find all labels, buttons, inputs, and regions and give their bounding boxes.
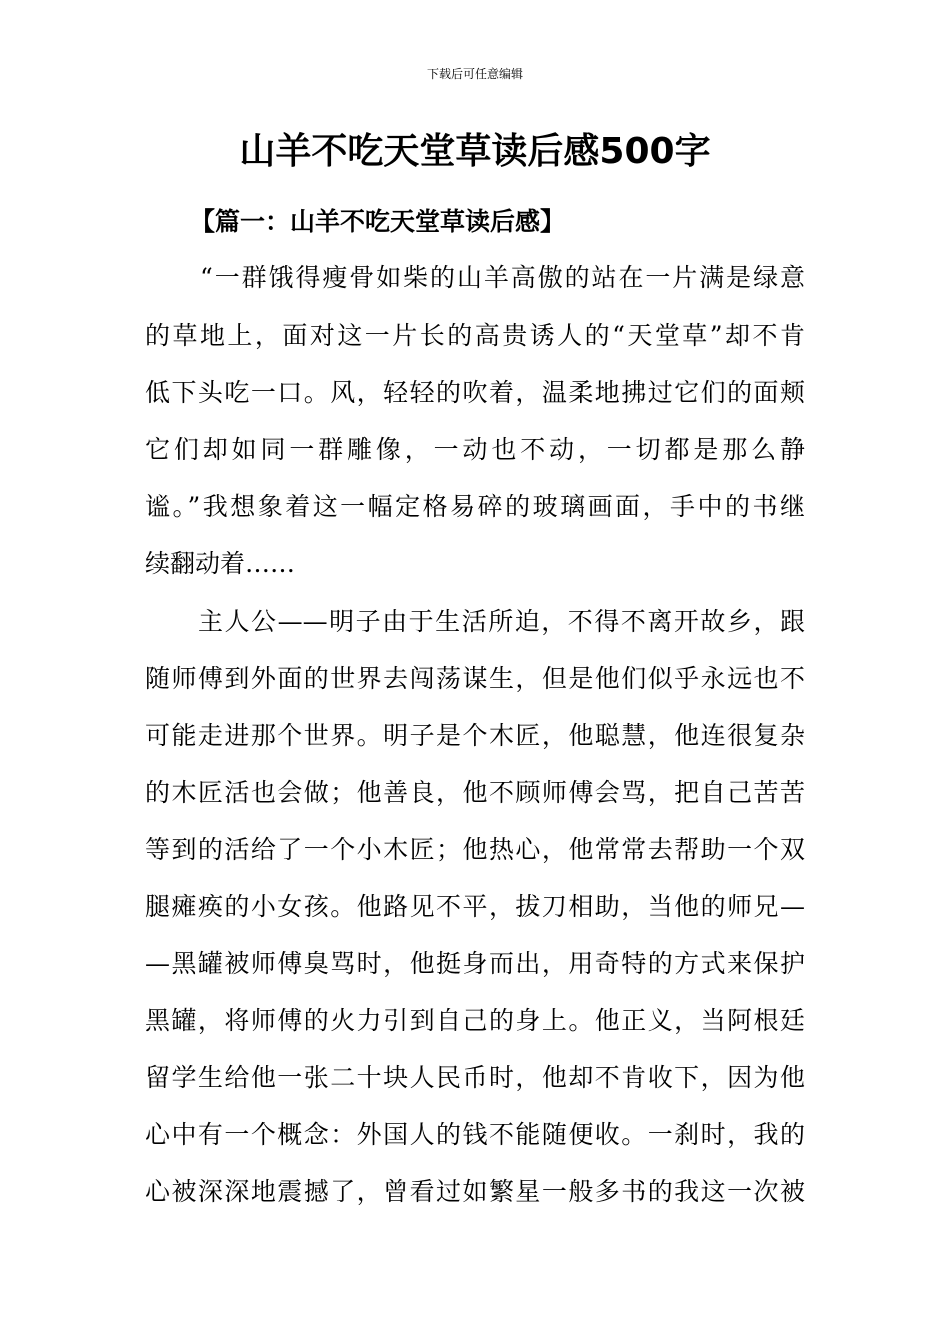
paragraph-line: 主人公——明子由于生活所迫，不得不离开故乡，跟 <box>198 607 805 636</box>
paragraph-line: 低下头吃一口。风，轻轻的吹着，温柔地拂过它们的面颊 <box>145 378 805 407</box>
paragraph-line: 的草地上，面对这一片长的高贵诱人的“天堂草”却不肯 <box>145 321 805 350</box>
paragraph-line: 心被深深地震撼了，曾看过如繁星一般多书的我这一次被 <box>145 1177 805 1206</box>
paragraph-line: “一群饿得瘦骨如柴的山羊高傲的站在一片满是绿意 <box>200 263 805 292</box>
document-title: 山羊不吃天堂草读后感500字 <box>239 131 711 172</box>
paragraph-line: 随师傅到外面的世界去闯荡谋生，但是他们似乎永远也不 <box>145 664 805 693</box>
paragraph-line: 它们却如同一群雕像，一动也不动，一切都是那么静 <box>145 435 805 464</box>
paragraph-line: 谧。”我想象着这一幅定格易碎的玻璃画面，手中的书继 <box>145 492 805 521</box>
paragraph-line: 的木匠活也会做；他善良，他不顾师傅会骂，把自己苦苦 <box>145 778 805 807</box>
paragraph-line: 等到的活给了一个小木匠；他热心，他常常去帮助一个双 <box>145 835 805 864</box>
paragraph-line: 腿瘫痪的小女孩。他路见不平，拔刀相助，当他的师兄— <box>145 892 805 921</box>
paragraph-line: —黑罐被师傅臭骂时，他挺身而出，用奇特的方式来保护 <box>145 949 805 978</box>
paragraph-line: 心中有一个概念：外国人的钱不能随便收。一刹时，我的 <box>145 1120 805 1149</box>
paragraph-line: 续翻动着…… <box>145 549 296 578</box>
section-heading: 【篇一：山羊不吃天堂草读后感】 <box>190 207 566 236</box>
paragraph-line: 黑罐，将师傅的火力引到自己的身上。他正义，当阿根廷 <box>145 1006 805 1035</box>
paragraph-line: 可能走进那个世界。明子是个木匠，他聪慧，他连很复杂 <box>145 721 805 750</box>
paragraph-line: 留学生给他一张二十块人民币时，他却不肯收下，因为他 <box>145 1063 805 1092</box>
header-note: 下载后可任意编辑 <box>426 67 523 81</box>
